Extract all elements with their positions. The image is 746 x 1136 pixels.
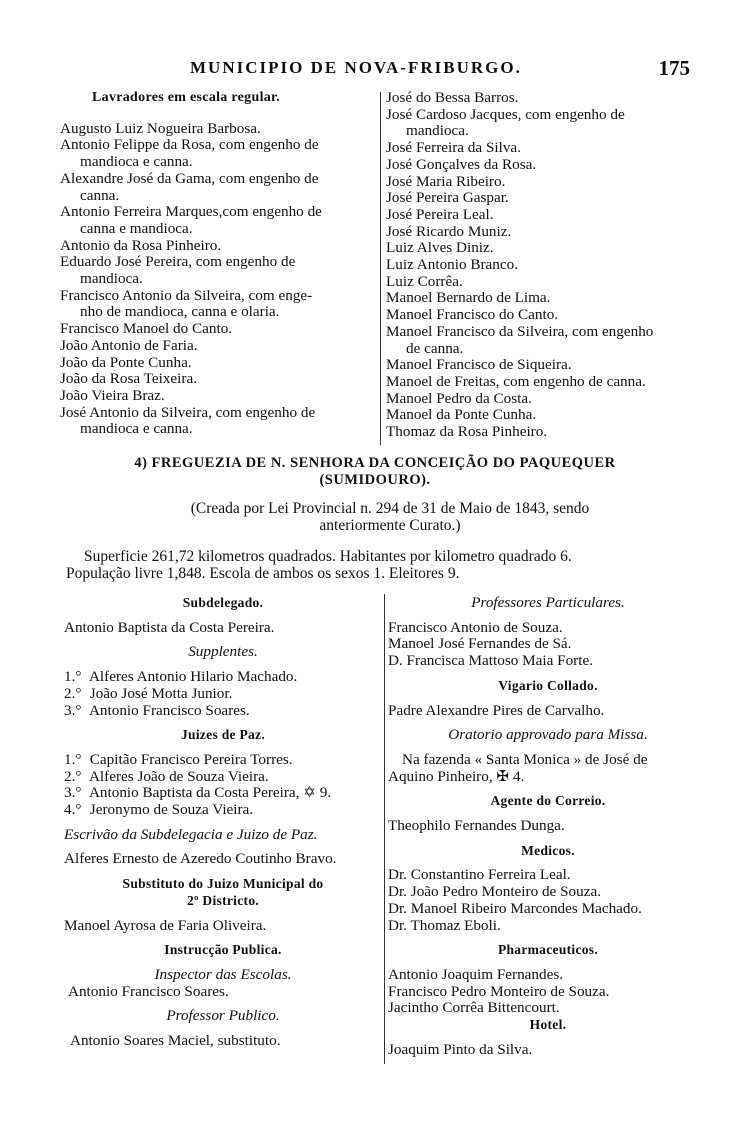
- agente-name: Theophilo Fernandes Dunga.: [388, 817, 565, 835]
- pharma-list: [388, 967, 708, 1017]
- lavrador-entry: [386, 90, 706, 107]
- page-title: MUNICIPIO DE NOVA-FRIBURGO.: [190, 58, 522, 77]
- juizes-list: [64, 752, 382, 819]
- pharma-heading: Pharmaceuticos.: [497, 942, 599, 958]
- authorities-left-column: [64, 595, 382, 1050]
- lavrador-entry: [60, 321, 380, 338]
- juiz-item-number: 3.°: [64, 784, 82, 802]
- subdelegado-heading: Subdelegado.: [182, 595, 264, 610]
- inspector-name: Antonio Francisco Soares.: [68, 982, 229, 1000]
- agente-heading: Agente do Correio.: [490, 793, 606, 809]
- lavradores-left-column: [60, 90, 380, 438]
- lavrador-entry-line: Antonio da Rosa Pinheiro.: [60, 236, 222, 254]
- juiz-item: [64, 802, 382, 819]
- lavrador-entry-line: João da Rosa Teixeira.: [60, 370, 197, 388]
- page-number: 175: [658, 56, 690, 80]
- lavrador-entry: [60, 204, 380, 237]
- juiz-item-number: 4.°: [64, 801, 82, 819]
- juiz-item-name: Capitão Francisco Pereira Torres.: [86, 750, 293, 768]
- supplente-item: [64, 686, 382, 703]
- lavrador-entry-line: José Maria Ribeiro.: [386, 172, 506, 190]
- lavrador-entry-line: José Pereira Leal.: [386, 205, 494, 223]
- lavradores-right-column: [386, 90, 706, 441]
- escrivao-heading: Escrivão da Subdelegacia e Juizo de Paz.: [64, 825, 318, 843]
- lavrador-entry-line: mandioca.: [80, 270, 143, 288]
- column-divider-bottom: [384, 594, 385, 1064]
- lavrador-entry-line: nho de mandioca, canna e olaria.: [80, 303, 280, 321]
- lavrador-entry: [386, 407, 706, 424]
- lavrador-entry-line: Manoel da Ponte Cunha.: [386, 406, 537, 424]
- lavrador-entry-line: Manoel Bernardo de Lima.: [386, 289, 551, 307]
- lavrador-entry-line: mandioca e canna.: [80, 420, 193, 438]
- lavrador-entry: [386, 357, 706, 374]
- vigario-name: Padre Alexandre Pires de Carvalho.: [388, 701, 605, 719]
- lavrador-entry: [386, 257, 706, 274]
- escrivao-name: Alferes Ernesto de Azeredo Coutinho Bravo.: [64, 850, 337, 868]
- creada-line2: anteriormente Curato.): [319, 517, 461, 534]
- juiz-item: [64, 785, 382, 802]
- lavrador-entry: [60, 121, 380, 138]
- pharma-item: Antonio Joaquim Fernandes.: [388, 965, 564, 983]
- juiz-item: [64, 769, 382, 786]
- supplentes-list: [64, 669, 382, 719]
- juiz-item-number: 2.°: [64, 767, 82, 785]
- lavrador-entry: [386, 240, 706, 257]
- lavrador-entry-line: Antonio Felippe da Rosa, com engenho de: [60, 136, 319, 154]
- lavrador-entry-line: José Antonio da Silveira, com engenho de: [60, 403, 316, 421]
- lavrador-entry: [60, 355, 380, 372]
- instrucao-heading: Instrucção Publica.: [164, 942, 282, 958]
- vigario-heading: Vigario Collado.: [498, 677, 598, 693]
- creada-line1: (Creada por Lei Provincial n. 294 de 31 de Maio de 1843, sendo: [190, 500, 590, 517]
- lavrador-entry: [60, 371, 380, 388]
- lavrador-entry-line: Francisco Manoel do Canto.: [60, 320, 233, 338]
- lavrador-entry-line: Manoel Francisco do Canto.: [386, 306, 559, 324]
- lavrador-entry-line: Manoel Francisco da Silveira, com engenho: [386, 322, 654, 340]
- lavrador-entry: [386, 224, 706, 241]
- medico-item: Dr. Constantino Ferreira Leal.: [388, 866, 571, 884]
- lavrador-entry-line: Manoel Francisco de Siqueira.: [386, 356, 572, 374]
- lavrador-entry: [386, 391, 706, 408]
- medico-item: Dr. Manoel Ribeiro Marcondes Machado.: [388, 899, 642, 917]
- supplente-item-name: João José Motta Junior.: [86, 684, 233, 702]
- lavrador-entry-line: Eduardo José Pereira, com engenho de: [60, 253, 296, 271]
- pharma-item: Jacintho Corrêa Bittencourt.: [388, 999, 560, 1017]
- juiz-item: [64, 752, 382, 769]
- lavradores-heading: Lavradores em escala regular.: [92, 90, 281, 105]
- medico-item: Dr. Thomaz Eboli.: [388, 916, 501, 934]
- professor-item: D. Francisca Mattoso Maia Forte.: [388, 652, 593, 670]
- substituto-heading-line1: Substituto do Juizo Municipal do: [122, 876, 324, 892]
- lavrador-entry: [386, 424, 706, 441]
- lavrador-entry-line: João da Ponte Cunha.: [60, 353, 192, 371]
- lavrador-entry-line: mandioca.: [406, 122, 469, 140]
- lavrador-entry-line: José Cardoso Jacques, com engenho de: [386, 105, 625, 123]
- lavrador-entry-line: José Pereira Gaspar.: [386, 189, 509, 207]
- lavrador-entry-line: João Vieira Braz.: [60, 386, 165, 404]
- oratorio-line1: Na fazenda « Santa Monica » de José de: [402, 750, 648, 768]
- lavrador-entry-line: Antonio Ferreira Marques,com engenho de: [60, 203, 322, 221]
- lavrador-entry-line: de canna.: [406, 339, 464, 357]
- lavrador-entry-line: Francisco Antonio da Silveira, com enge-: [60, 286, 313, 304]
- lavradores-right-list: [386, 90, 706, 441]
- lavrador-entry-line: mandioca e canna.: [80, 153, 193, 171]
- superficie-line2: População livre 1,848. Escola de ambos os sexos 1. Eleitores 9.: [66, 565, 460, 582]
- supplentes-heading: Supplentes.: [188, 643, 258, 661]
- lavrador-entry: [386, 190, 706, 207]
- medicos-heading: Medicos.: [521, 842, 575, 858]
- hotel-name: Joaquim Pinto da Silva.: [388, 1040, 533, 1058]
- creada-note: [100, 500, 680, 534]
- lavradores-left-list: [60, 121, 380, 438]
- lavrador-entry: [386, 157, 706, 174]
- lavrador-entry: [386, 207, 706, 224]
- lavrador-entry: [386, 274, 706, 291]
- supplente-item-number: 3.°: [64, 701, 82, 719]
- supplente-item: [64, 669, 382, 686]
- lavrador-entry: [60, 171, 380, 204]
- supplente-item-number: 1.°: [64, 668, 82, 686]
- freguezia-title-line2: (SUMIDOURO).: [319, 472, 431, 488]
- lavrador-entry: [60, 405, 380, 438]
- oratorio-line2: Aquino Pinheiro, ✠ 4.: [388, 767, 525, 785]
- professores-list: [388, 620, 708, 670]
- lavrador-entry-line: Alexandre José da Gama, com engenho de: [60, 169, 319, 187]
- hotel-heading: Hotel.: [529, 1017, 567, 1033]
- superficie-line1: Superficie 261,72 kilometros quadrados. Habitantes por kilometro quadrado 6.: [84, 548, 572, 565]
- superficie-paragraph: [66, 548, 696, 582]
- juiz-item-name: Alferes João de Souza Vieira.: [86, 767, 269, 785]
- lavrador-entry: [386, 174, 706, 191]
- lavrador-entry: [386, 140, 706, 157]
- lavrador-entry-line: Manoel de Freitas, com engenho de canna.: [386, 372, 646, 390]
- juizes-heading: Juizes de Paz.: [180, 727, 266, 743]
- lavrador-entry-line: José do Bessa Barros.: [386, 89, 519, 106]
- lavrador-entry-line: José Ferreira da Silva.: [386, 139, 521, 157]
- professor-item: Manoel José Fernandes de Sá.: [388, 635, 572, 653]
- lavrador-entry: [386, 324, 706, 357]
- lavrador-entry: [386, 374, 706, 391]
- medico-item: Dr. João Pedro Monteiro de Souza.: [388, 883, 602, 901]
- lavrador-entry: [60, 288, 380, 321]
- pharma-item: Francisco Pedro Monteiro de Souza.: [388, 982, 610, 1000]
- lavrador-entry-line: Manoel Pedro da Costa.: [386, 389, 532, 407]
- lavrador-entry-line: canna.: [80, 186, 120, 204]
- lavrador-entry: [60, 388, 380, 405]
- page-header: [60, 58, 690, 88]
- lavrador-entry: [386, 307, 706, 324]
- substituto-heading-line2: 2º Districto.: [186, 892, 260, 908]
- lavrador-entry: [60, 338, 380, 355]
- lavrador-entry-line: José Gonçalves da Rosa.: [386, 155, 537, 173]
- professor-name: Antonio Soares Maciel, substituto.: [70, 1032, 281, 1050]
- supplente-item-name: Antonio Francisco Soares.: [86, 701, 250, 719]
- juiz-item-number: 1.°: [64, 750, 82, 768]
- lavrador-entry: [386, 290, 706, 307]
- subdelegado-name: Antonio Baptista da Costa Pereira.: [64, 618, 275, 636]
- lavrador-entry-line: Luiz Alves Diniz.: [386, 239, 494, 257]
- oratorio-heading: Oratorio approvado para Missa.: [448, 726, 648, 744]
- supplente-item-number: 2.°: [64, 684, 82, 702]
- lavrador-entry: [60, 137, 380, 170]
- lavrador-entry: [386, 107, 706, 140]
- authorities-right-column: [388, 595, 708, 1058]
- professor-heading: Professor Publico.: [166, 1007, 280, 1025]
- lavrador-entry-line: Thomaz da Rosa Pinheiro.: [386, 423, 548, 441]
- column-divider: [380, 92, 381, 445]
- lavrador-entry-line: José Ricardo Muniz.: [386, 222, 512, 240]
- medicos-list: [388, 867, 708, 934]
- lavrador-entry: [60, 254, 380, 287]
- inspector-heading: Inspector das Escolas.: [154, 965, 292, 983]
- lavrador-entry: [60, 238, 380, 255]
- supplente-item: [64, 703, 382, 720]
- substituto-name: Manoel Ayrosa de Faria Oliveira.: [64, 916, 267, 934]
- professores-heading: Professores Particulares.: [471, 594, 625, 611]
- lavrador-entry-line: canna e mandioca.: [80, 219, 193, 237]
- lavrador-entry-line: Augusto Luiz Nogueira Barbosa.: [60, 119, 261, 137]
- substituto-heading: [64, 876, 382, 909]
- juiz-item-name: Antonio Baptista da Costa Pereira, ✡ 9.: [86, 784, 332, 802]
- freguezia-title: [60, 455, 690, 489]
- lavrador-entry-line: Luiz Corrêa.: [386, 272, 463, 290]
- juiz-item-name: Jeronymo de Souza Vieira.: [86, 801, 254, 819]
- lavrador-entry-line: Luiz Antonio Branco.: [386, 256, 519, 274]
- freguezia-title-line1: 4) FREGUEZIA DE N. SENHORA DA CONCEIÇÃO DO PAQUEQUER: [134, 455, 616, 471]
- supplente-item-name: Alferes Antonio Hilario Machado.: [86, 668, 298, 686]
- lavrador-entry-line: João Antonio de Faria.: [60, 336, 198, 354]
- professor-item: Francisco Antonio de Souza.: [388, 618, 563, 636]
